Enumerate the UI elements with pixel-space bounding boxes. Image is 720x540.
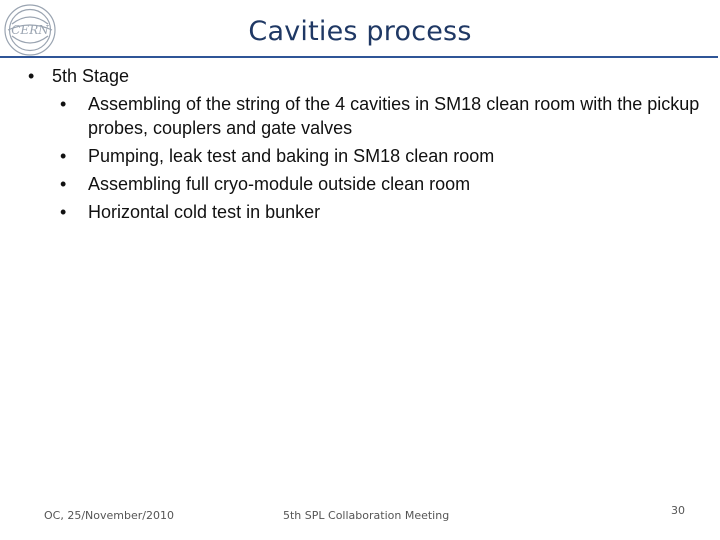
footer-event: 5th SPL Collaboration Meeting: [283, 509, 450, 522]
sub-bullet-text: Assembling of the string of the 4 cavities in SM18 clean room with the pickup probes, couplers and gate valves: [88, 94, 700, 138]
bullet-level1-text: 5th Stage: [52, 66, 130, 86]
bullet-dot: •: [60, 174, 67, 194]
logo-text: CERN: [11, 23, 49, 37]
sub-bullet-item: [60, 92, 714, 140]
sub-bullet-list: [24, 92, 714, 224]
sub-bullet-item: [60, 172, 714, 196]
footer-date: OC, 25/November/2010: [44, 509, 174, 522]
sub-bullet-item: [60, 144, 714, 168]
title-divider: [0, 56, 718, 58]
bullet-dot: •: [28, 66, 35, 86]
slide-content: [24, 64, 714, 228]
bullet-dot: •: [60, 94, 67, 114]
bullet-level1: [24, 64, 714, 88]
page-number: 30: [671, 504, 685, 517]
sub-bullet-text: Horizontal cold test in bunker: [88, 202, 321, 222]
slide-title: Cavities process: [248, 16, 472, 47]
sub-bullet-item: [60, 200, 714, 224]
bullet-dot: •: [60, 146, 67, 166]
bullet-dot: •: [60, 202, 67, 222]
sub-bullet-text: Pumping, leak test and baking in SM18 clean room: [88, 146, 495, 166]
sub-bullet-text: Assembling full cryo-module outside clean room: [88, 174, 471, 194]
